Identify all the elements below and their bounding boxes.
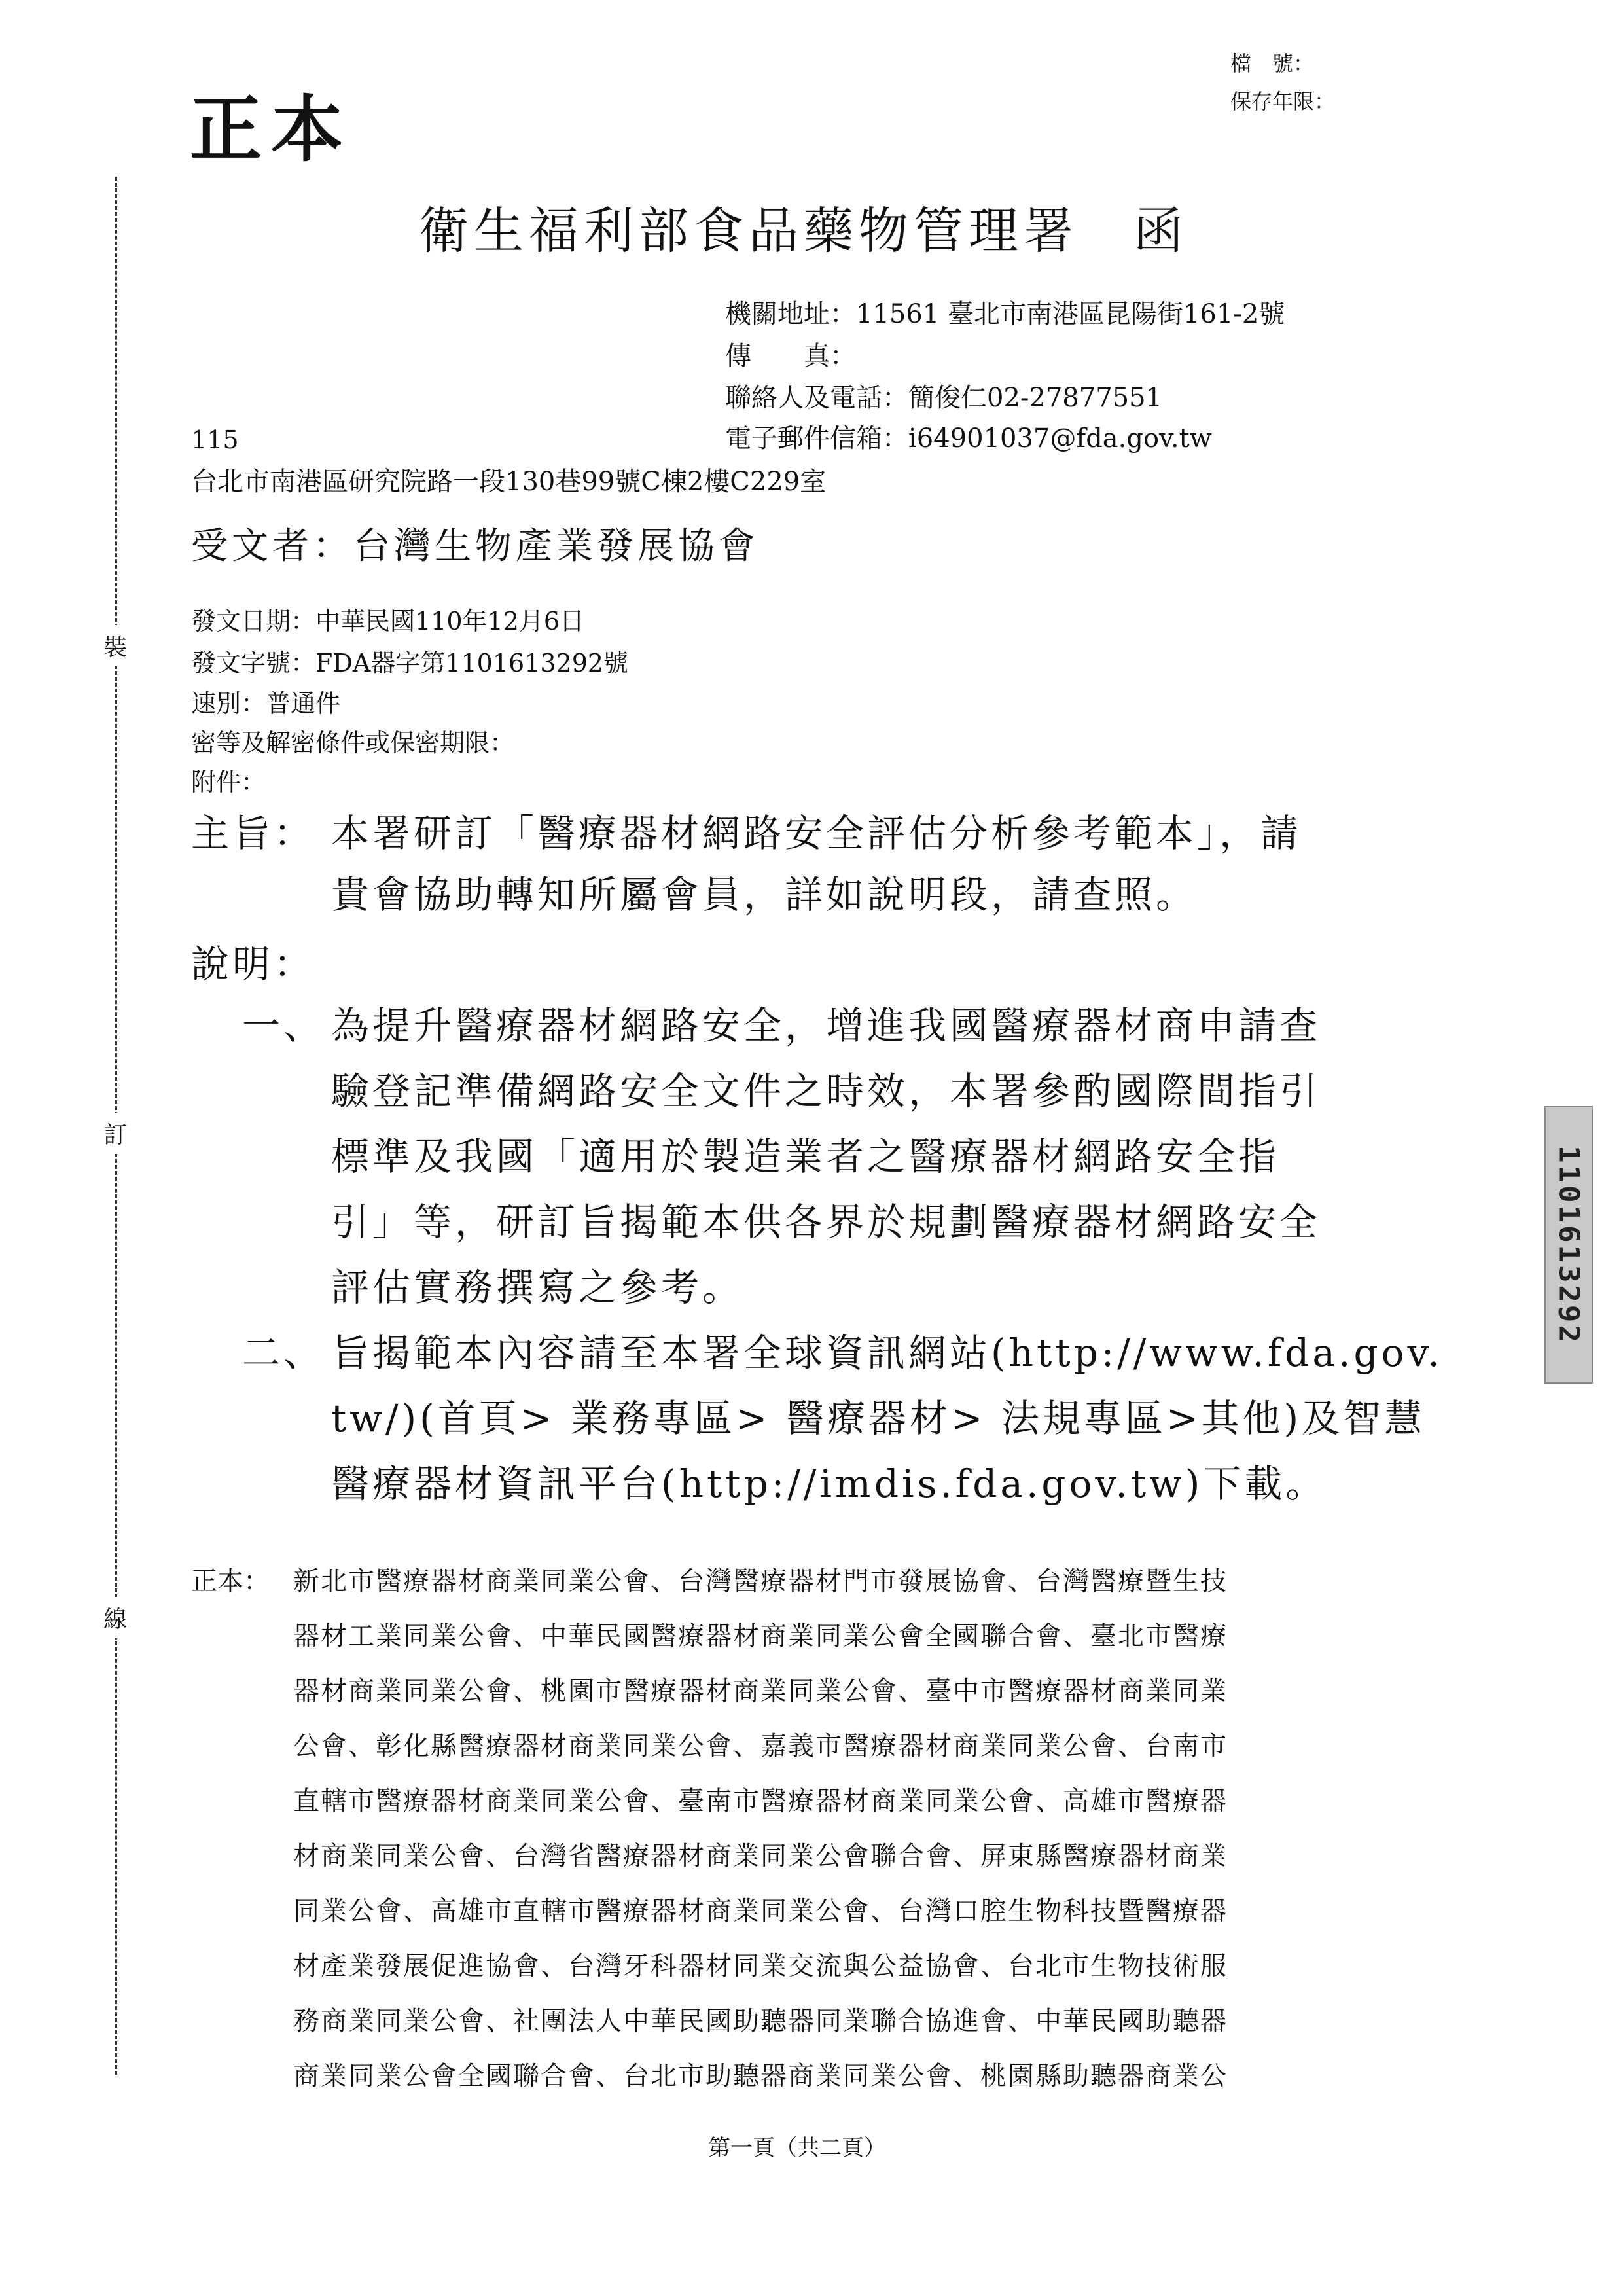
cc-line: 材產業發展促進協會、台灣牙科器材同業交流與公益協會、台北市生物技術服 (293, 1951, 1228, 1981)
recipient-address: 台北市南港區研究院路一段130巷99號C棟2樓C229室 (191, 467, 827, 497)
cc-label: 正本： (191, 1566, 270, 1596)
binding-mark-xian: 線 (103, 1597, 127, 1638)
cc-line: 器材工業同業公會、中華民國醫療器材商業同業公會全國聯合會、臺北市醫療 (293, 1621, 1228, 1651)
cc-line: 材商業同業公會、台灣省醫療器材商業同業公會聯合會、屏東縣醫療器材商業 (293, 1841, 1228, 1871)
explanation-item-line: 評估實務撰寫之參考。 (331, 1265, 744, 1310)
document-number-stamp (1544, 1106, 1593, 1384)
subject-label: 主旨： (191, 811, 315, 855)
attachment-label: 附件： (191, 768, 266, 797)
subject-line: 貴會協助轉知所屬會員，詳如說明段，請查照。 (331, 872, 1198, 917)
cc-line: 務商業同業公會、社團法人中華民國助聽器同業聯合協進會、中華民國助聽器 (293, 2006, 1228, 2036)
page-number: 第一頁（共二頁） (708, 2135, 886, 2161)
explanation-item-number: 一、 (242, 1003, 325, 1048)
original-copy-stamp: 正本 (190, 87, 352, 171)
binding-mark-ding: 訂 (103, 1113, 127, 1154)
cc-line: 直轄市醫療器材商業同業公會、臺南市醫療器材商業同業公會、高雄市醫療器 (293, 1786, 1228, 1816)
explanation-item-line: 旨揭範本內容請至本署全球資訊網站(http://www.fda.gov. (331, 1331, 1443, 1375)
retention-period-label: 保存年限： (1230, 89, 1336, 114)
explanation-item-number: 二、 (242, 1331, 325, 1375)
issue-date: 發文日期：中華民國110年12月6日 (191, 607, 585, 636)
sender-fax: 傳 真： (725, 341, 856, 371)
file-number-label: 檔 號： (1230, 51, 1315, 76)
explanation-item-line: tw/)(首頁> 業務專區> 醫療器材> 法規專區>其他)及智慧 (331, 1396, 1426, 1441)
explanation-item-line: 醫療器材資訊平台(http://imdis.fda.gov.tw)下載。 (331, 1462, 1327, 1506)
document-number: 發文字號：FDA器字第1101613292號 (191, 649, 629, 677)
cc-line: 公會、彰化縣醫療器材商業同業公會、嘉義市醫療器材商業同業公會、台南市 (293, 1731, 1228, 1761)
sender-email: 電子郵件信箱：i64901037@fda.gov.tw (725, 423, 1212, 454)
document-title: 衛生福利部食品藥物管理署 函 (419, 202, 1188, 260)
explanation-item-line: 標準及我國「適用於製造業者之醫療器材網路安全指 (331, 1134, 1280, 1179)
document-number-stamp-text: 1101613292 (1552, 1145, 1586, 1345)
explanation-item-line: 驗登記準備網路安全文件之時效，本署參酌國際間指引 (331, 1069, 1321, 1113)
sender-contact: 聯絡人及電話：簡俊仁02-27877551 (725, 383, 1163, 413)
binding-mark-zhuang: 裝 (103, 625, 127, 666)
recipient-name: 受文者：台灣生物產業發展協會 (191, 525, 759, 567)
cc-line: 新北市醫療器材商業同業公會、台灣醫療器材門市發展協會、台灣醫療暨生技 (293, 1566, 1228, 1596)
explanation-item-line: 為提升醫療器材網路安全，增進我國醫療器材商申請查 (331, 1003, 1321, 1048)
explanation-label: 說明： (191, 942, 315, 986)
explanation-item-line: 引」等，研訂旨揭範本供各界於規劃醫療器材網路安全 (331, 1200, 1321, 1244)
cc-line: 器材商業同業公會、桃園市醫療器材商業同業公會、臺中市醫療器材商業同業 (293, 1676, 1228, 1706)
delivery-speed: 速別：普通件 (191, 689, 341, 718)
recipient-postal-code: 115 (191, 425, 239, 454)
sender-address: 機關地址：11561 臺北市南港區昆陽街161-2號 (725, 299, 1285, 329)
cc-line: 同業公會、高雄市直轄市醫療器材商業同業公會、台灣口腔生物科技暨醫療器 (293, 1896, 1228, 1926)
cc-line: 商業同業公會全國聯合會、台北市助聽器商業同業公會、桃園縣助聽器商業公 (293, 2061, 1228, 2091)
subject-line: 本署研訂「醫療器材網路安全評估分析參考範本」，請 (331, 811, 1302, 855)
confidentiality-level: 密等及解密條件或保密期限： (191, 728, 515, 757)
